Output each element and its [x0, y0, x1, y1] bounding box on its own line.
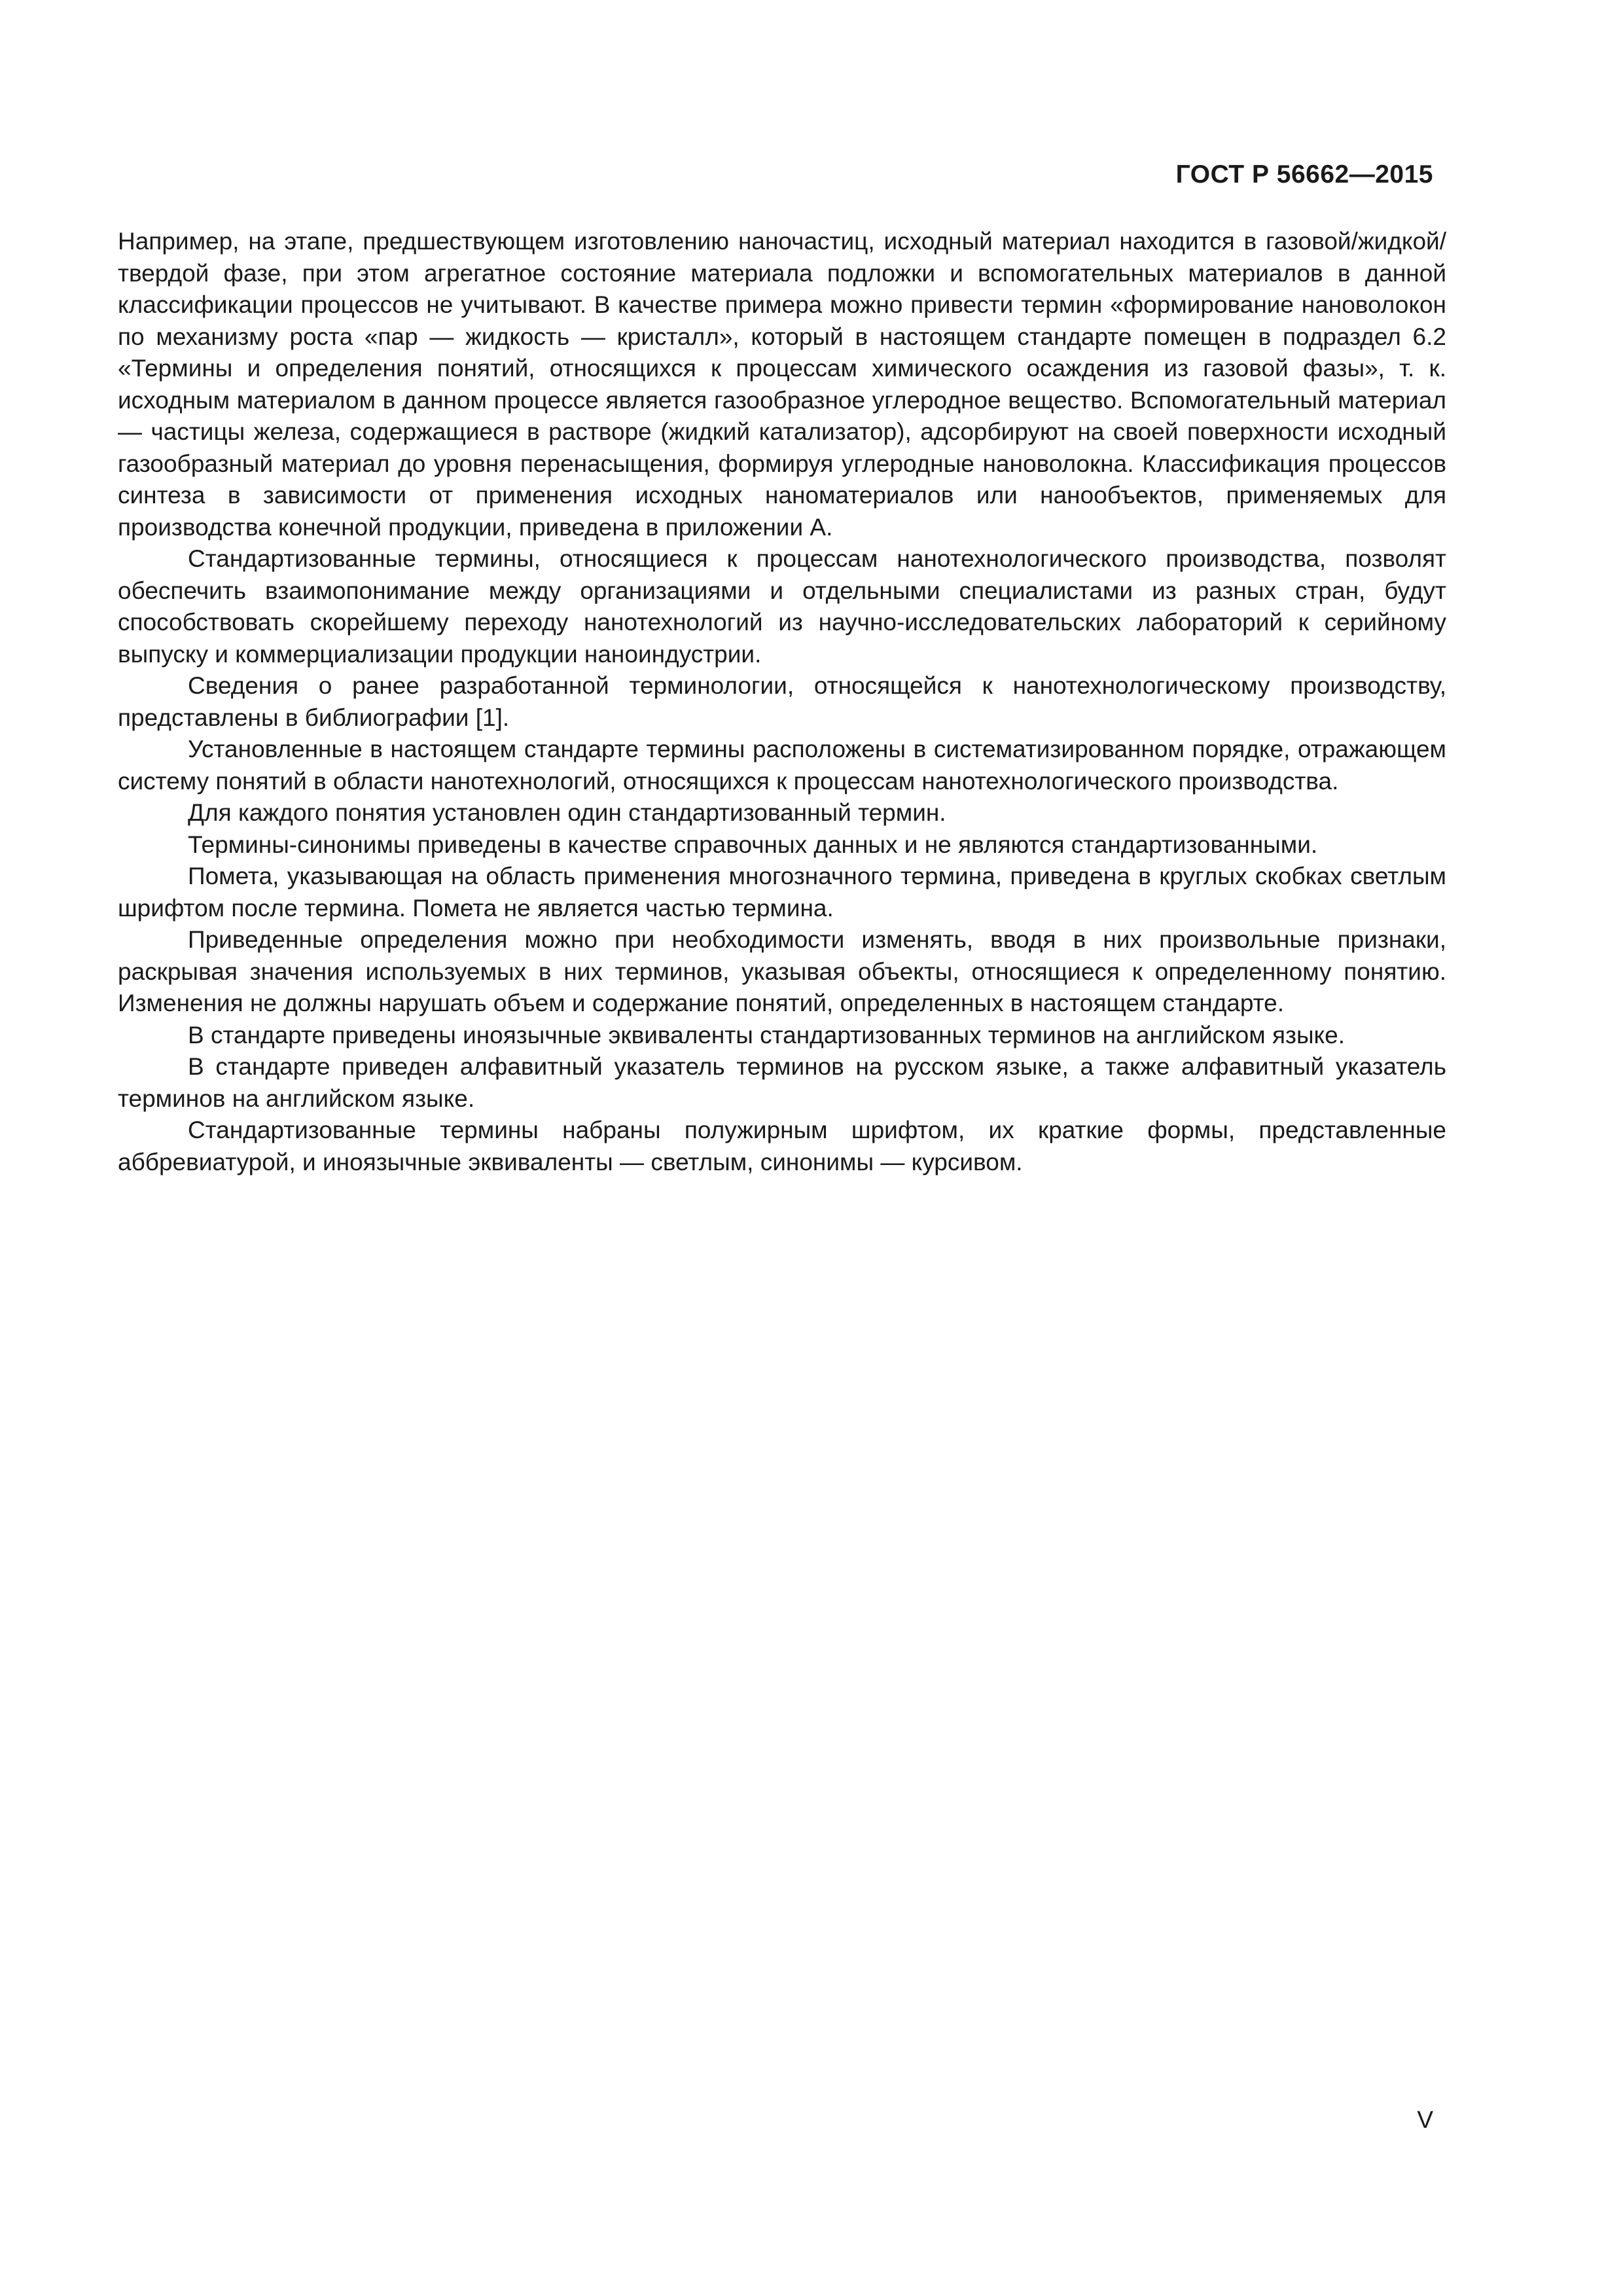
document-code-header: ГОСТ Р 56662—2015: [1175, 160, 1433, 188]
paragraph: Установленные в настоящем стандарте термины расположены в систематизированном порядке, отражающем систему понятий в области нанотехнологий, относящихся к процессам нанотехнологического производства.: [118, 736, 1446, 795]
page-number: V: [1417, 2106, 1433, 2133]
paragraph: Стандартизованные термины набраны полужирным шрифтом, их краткие формы, представленные аббревиатурой, и иноязычные эквиваленты — светлым, синонимы — курсивом.: [118, 1117, 1446, 1175]
paragraph: Помета, указывающая на область применения многозначного термина, приведена в круглых скобках светлым шрифтом после термина. Помета не является частью термина.: [118, 863, 1446, 922]
body-text: [118, 226, 1446, 1178]
paragraph: Сведения о ранее разработанной терминологии, относящейся к нанотехнологическому производству, представлены в библиографии [1].: [118, 672, 1446, 731]
paragraph: Для каждого понятия установлен один стандартизованный термин.: [188, 799, 946, 826]
paragraph: Например, на этапе, предшествующем изготовлению наночастиц, исходный материал находится в газовой/жидкой/твердой фазе, при этом агрегатное состояние материала подложки и вспомогательных материалов в данной классификации процессов не учитывают. В качестве примера можно привести термин «формирование нановолокон по механизму роста «пар — жидкость — кристалл», который в настоящем стандарте помещен в подраздел 6.2 «Термины и определения понятий, относящихся к процессам химического осаждения из газовой фазы», т. к. исходным материалом в данном процессе является газообразное углеродное вещество. Вспомогательный материал — частицы железа, содержащиеся в растворе (жидкий катализатор), адсорбируют на своей поверхности исходный газообразный материал до уровня перенасыщения, формируя углеродные нановолокна. Классификация процессов синтеза в зависимости от применения исходных наноматериалов или нанообъектов, применяемых для производства конечной продукции, приведена в приложении А.: [118, 228, 1446, 541]
paragraph: В стандарте приведен алфавитный указатель терминов на русском языке, а также алфавитный указатель терминов на английском языке.: [118, 1053, 1446, 1112]
paragraph: Стандартизованные термины, относящиеся к процессам нанотехнологического производства, позволят обеспечить взаимопонимание между организациями и отдельными специалистами из разных стран, будут способствовать скорейшему переходу нанотехнологий из научно-исследовательских лабораторий к серийному выпуску и коммерциализации продукции наноиндустрии.: [118, 545, 1446, 668]
paragraph: Приведенные определения можно при необходимости изменять, вводя в них произвольные признаки, раскрывая значения используемых в них терминов, указывая объекты, относящиеся к определенному понятию. Изменения не должны нарушать объем и содержание понятий, определенных в настоящем стандарте.: [118, 926, 1446, 1016]
paragraph: В стандарте приведены иноязычные эквиваленты стандартизованных терминов на английском языке.: [188, 1021, 1346, 1049]
paragraph: Термины-синонимы приведены в качестве справочных данных и не являются стандартизованными.: [188, 831, 1318, 858]
